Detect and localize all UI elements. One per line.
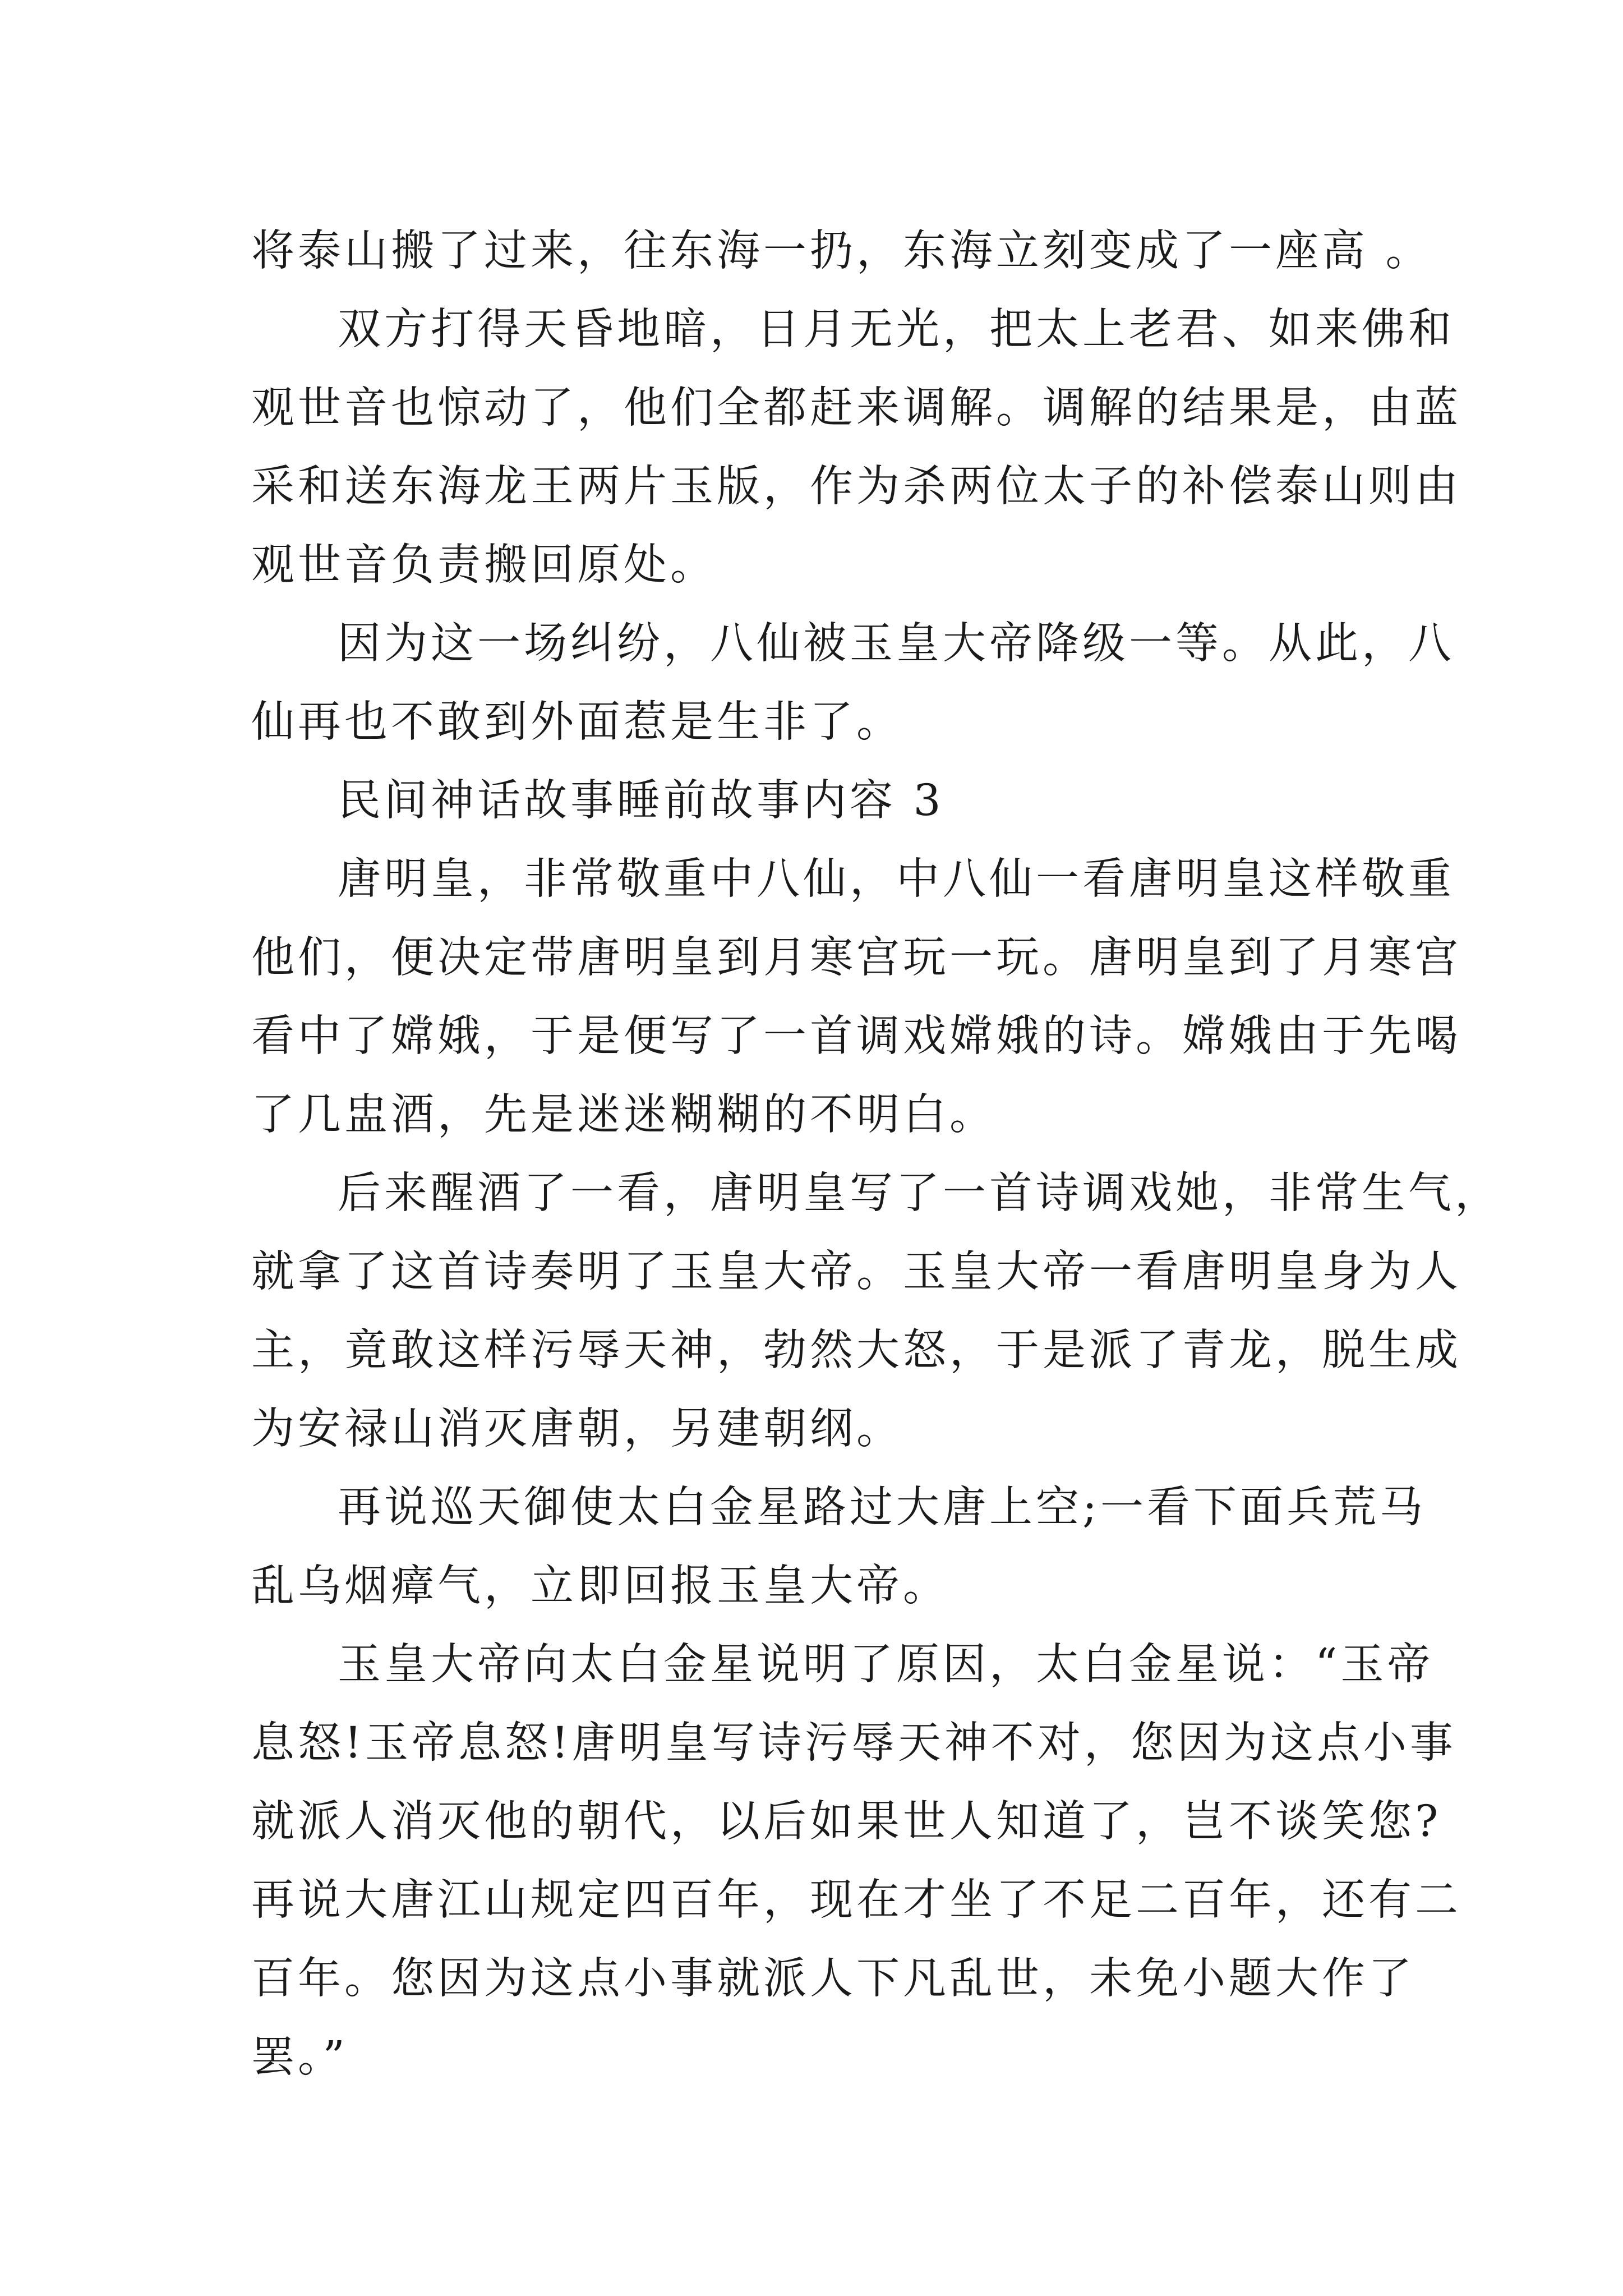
- text-line: 就拿了这首诗奏明了玉皇大帝。玉皇大帝一看唐明皇身为人: [251, 1247, 1461, 1297]
- section-heading: 民间神话故事睡前故事内容 3: [338, 776, 944, 826]
- text-line: 玉皇大帝向太白金星说明了原因，太白金星说：“玉帝: [338, 1640, 1434, 1690]
- text-line: 将泰山搬了过来，往东海一扔，东海立刻变成了一座高 。: [251, 226, 1432, 276]
- text-line: 乱乌烟瘴气，立即回报玉皇大帝。: [251, 1561, 949, 1611]
- text-line: 双方打得天昏地暗，日月无光，把太上老君、如来佛和: [338, 305, 1455, 355]
- text-line: 他们，便决定带唐明皇到月寒宫玩一玩。唐明皇到了月寒宫: [251, 933, 1461, 983]
- text-line: 唐明皇，非常敬重中八仙，中八仙一看唐明皇这样敬重: [338, 854, 1455, 904]
- text-line: 仙再也不敢到外面惹是生非了。: [251, 697, 903, 747]
- document-body: [251, 212, 1501, 2097]
- text-line: 就派人消灭他的朝代，以后如果世人知道了，岂不谈笑您?: [251, 1797, 1442, 1847]
- text-line: 罢。”: [251, 2032, 348, 2082]
- text-line: 主，竟敢这样污辱天神，勃然大怒，于是派了青龙，脱生成: [251, 1326, 1461, 1375]
- text-line: 观世音负责搬回原处。: [251, 540, 717, 590]
- text-line: 息怒!玉帝息怒!唐明皇写诗污辱天神不对，您因为这点小事: [251, 1718, 1456, 1768]
- text-line: 为安禄山消灭唐朝，另建朝纲。: [251, 1404, 903, 1454]
- text-line: 观世音也惊动了，他们全都赶来调解。调解的结果是，由蓝: [251, 383, 1461, 433]
- text-line: 再说巡天御使太白金星路过大唐上空;一看下面兵荒马: [338, 1483, 1426, 1533]
- text-line: 采和送东海龙王两片玉版，作为杀两位太子的补偿泰山则由: [251, 462, 1461, 512]
- text-line: 再说大唐江山规定四百年，现在才坐了不足二百年，还有二: [251, 1875, 1461, 1925]
- text-line: 看中了嫦娥，于是便写了一首调戏嫦娥的诗。嫦娥由于先喝: [251, 1011, 1461, 1061]
- text-line: 因为这一场纠纷，八仙被玉皇大帝降级一等。从此，八: [338, 619, 1455, 669]
- text-line: 后来醒酒了一看，唐明皇写了一首诗调戏她，非常生气，: [338, 1168, 1501, 1218]
- text-line: 百年。您因为这点小事就派人下凡乱世，未免小题大作了: [251, 1954, 1415, 2004]
- text-line: 了几盅酒，先是迷迷糊糊的不明白。: [251, 1090, 996, 1140]
